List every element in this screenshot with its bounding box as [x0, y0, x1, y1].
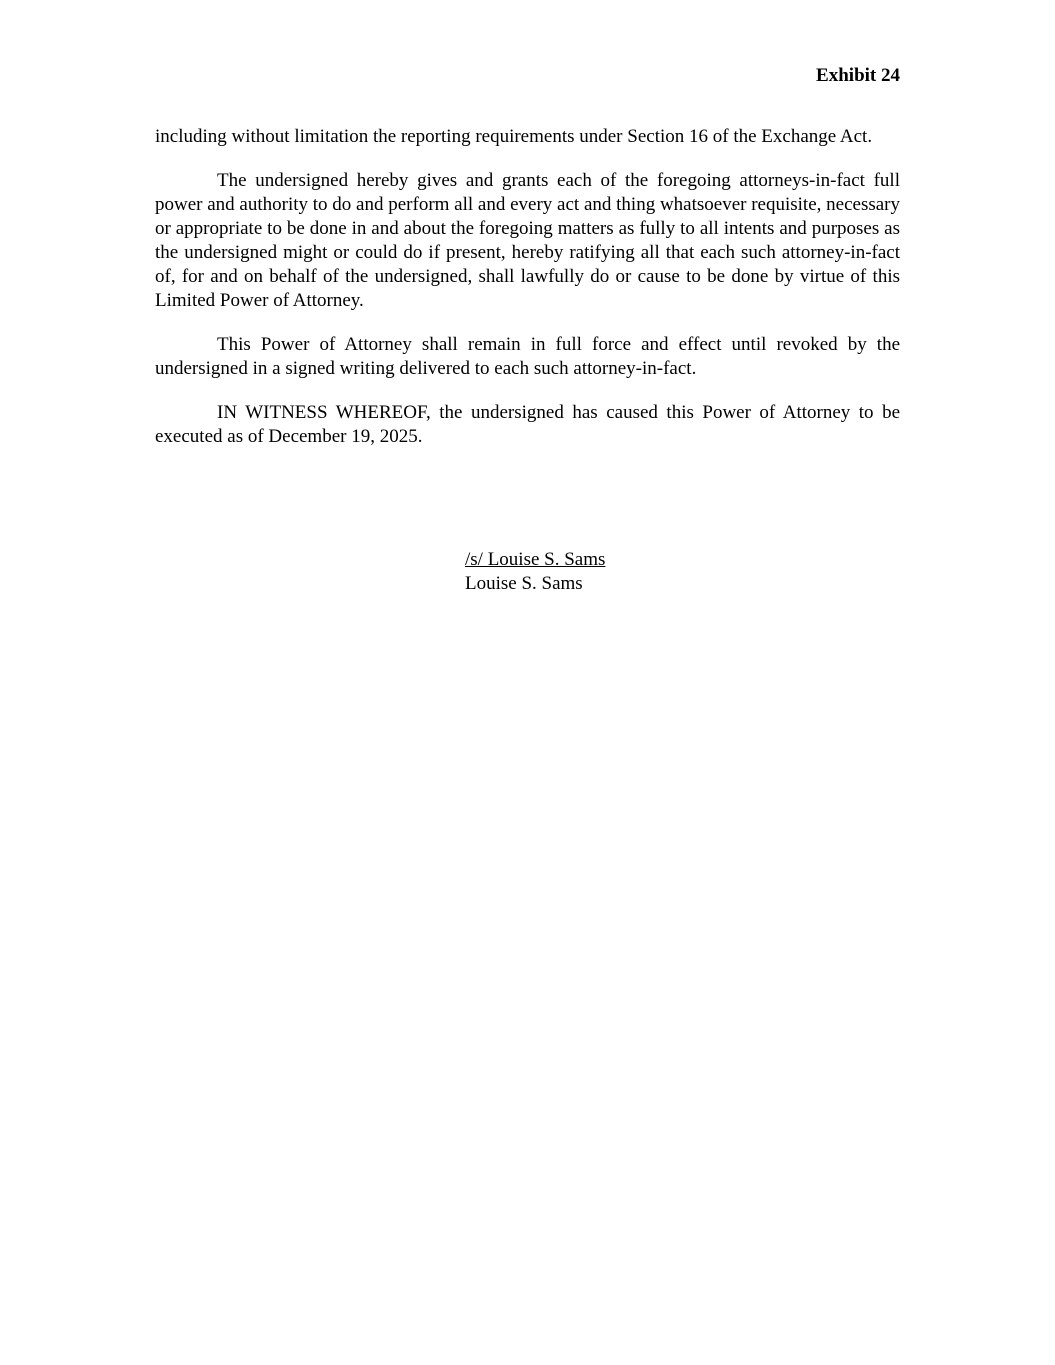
signature-block	[465, 548, 605, 596]
paragraph-in-witness: IN WITNESS WHEREOF, the undersigned has caused this Power of Attorney to be executed as of December 19, 2025.	[155, 402, 900, 447]
document-body	[155, 125, 900, 469]
paragraph-duration: This Power of Attorney shall remain in full force and effect until revoked by the undersigned in a signed writing delivered to each such attorney-in-fact.	[155, 334, 900, 379]
signature-line: /s/ Louise S. Sams	[465, 549, 606, 570]
printed-name: Louise S. Sams	[465, 573, 583, 594]
paragraph-grant-of-authority: The undersigned hereby gives and grants each of the foregoing attorneys-in-fact full power and authority to do and perform all and every act and thing whatsoever requisite, necessary or appropriate to be done in and about the foregoing matters as fully to all intents and purposes as the undersigned might or could do if present, hereby ratifying all that each such attorney-in-fact of, for and on behalf of the undersigned, shall lawfully do or cause to be done by virtue of this Limited Power of Attorney.	[155, 170, 900, 311]
paragraph-continuation: including without limitation the reporting requirements under Section 16 of the Exchange Act.	[155, 126, 873, 147]
exhibit-label: Exhibit 24	[816, 65, 900, 86]
